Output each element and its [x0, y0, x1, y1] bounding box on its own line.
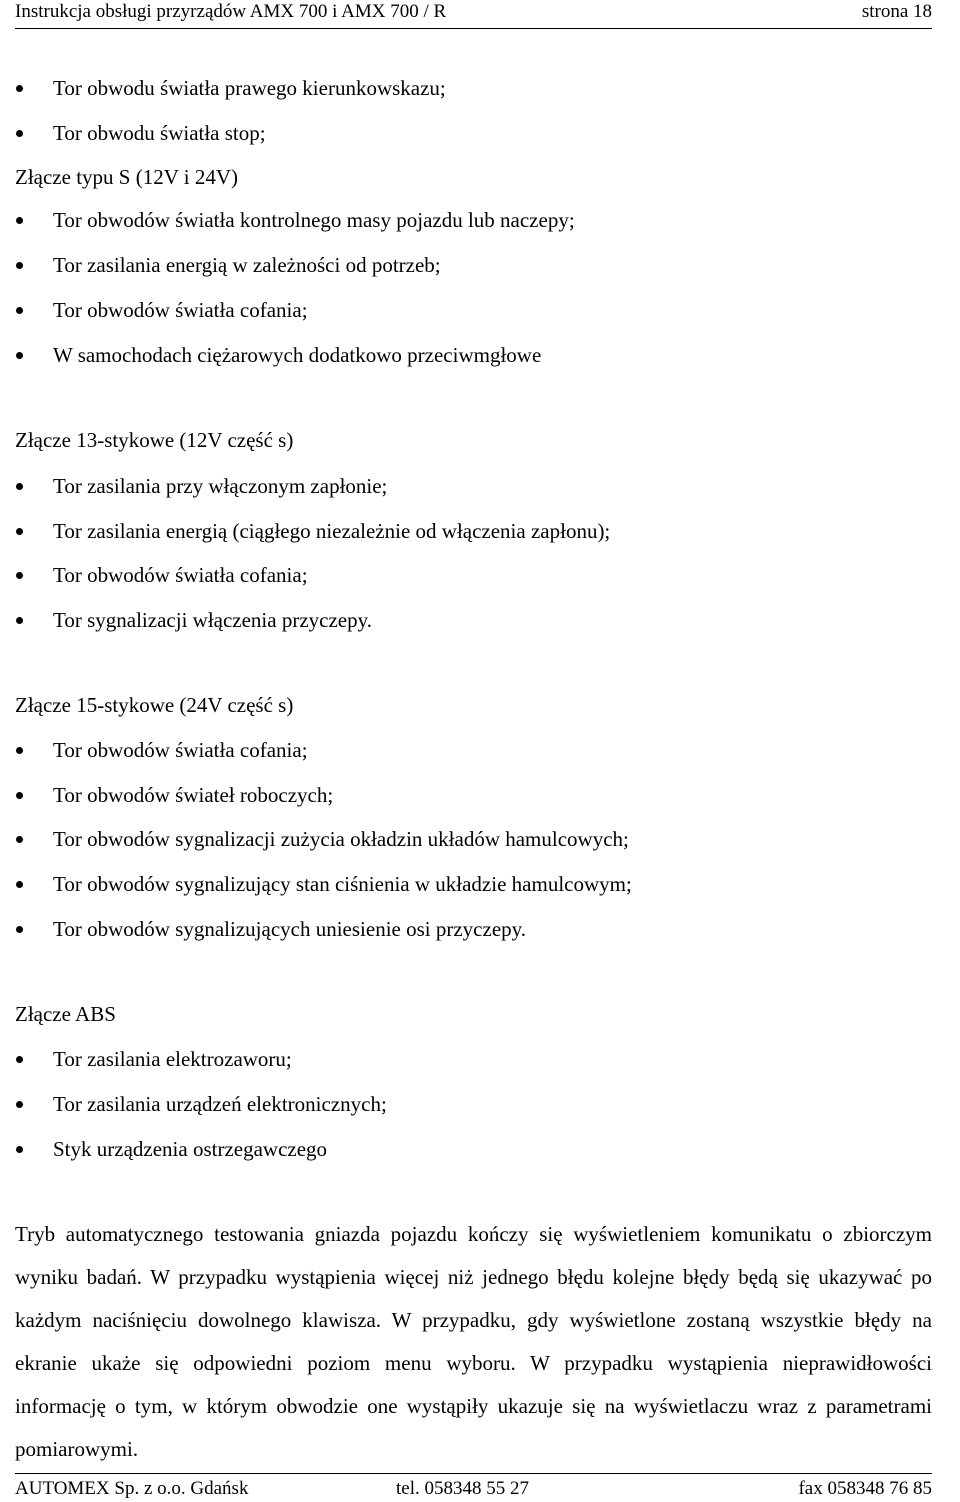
bullet-icon [16, 1056, 23, 1063]
document-title: Instrukcja obsługi przyrządów AMX 700 i AMX 700 / R [15, 1, 447, 22]
bullet-icon [16, 307, 23, 314]
bullet-icon [16, 836, 23, 843]
body-paragraph: Tryb automatycznego testowania gniazda pojazdu kończy się wyświetleniem komunikatu o zbiorczym wyniku badań. W przypadku wystąpienia więcej niż jednego błędu kolejne błędy będą się ukazywać po każdym naciśnięciu dowolnego klawisza. W przypadku, gdy wyświetlone zostaną wszystkie błędy na ekranie ukaże się odpowiedni poziom menu wyboru. W przypadku wystąpienia nieprawidłowości informację o tym, w którym obwodzie one wystąpiły ukazuje się na wyświetlaczu wraz z parametrami pomiarowymi. [15, 1222, 932, 1461]
bullet-icon [16, 352, 23, 359]
page-content: Tor obwodu światła prawego kierunkowskazu; Tor obwodu światła stop; Złącze typu S (12V i 24V) Tor obwodów światła kontrolnego masy pojazdu lub naczepy; Tor zasilania energią w zależności od potrzeb; Tor obwodów światła cofania; W samochodach ciężarowych dodatkowo przeciwmgłowe Złącze 13-stykowe (12V część s) Tor zasilania przy włączonym zapłonie; Tor zasilania energią (ciągłego niezależnie od włączenia zapłonu); Tor obwodów światła cofania; Tor sygnalizacji włączenia przyczepy. Złącze 15-stykowe (24V część s) Tor obwodów światła cofania; Tor obwodów świateł roboczych; Tor obwodów sygnalizacji zużycia okładzin układów hamulcowych; Tor obwodów sygnalizujący stan ciśnienia w układzie hamulcowym; Tor obwodów sygnalizujących uniesienie osi przyczepy. Złącze ABS Tor zasilania elektrozaworu; Tor zasilania urządzeń elektronicznych; Styk urządzenia ostrzegawczego Tryb automatycznego testowania gniazda pojazdu kończy się wyświetleniem komunikatu o zbiorczym wyniku badań. W przypadku wystąpienia więcej niż jednego błędu kolejne błędy będą się ukazywać po każdym naciśnięciu dowolnego klawisza. W przypadku, gdy wyświetlone zostaną wszystkie błędy na ekranie ukaże się odpowiedni poziom menu wyboru. W przypadku wystąpienia nieprawidłowości informację o tym, w którym obwodzie one wystąpiły ukazuje się na wyświetlaczu wraz z parametrami pomiarowymi. [0, 0, 960, 1502]
bullet-icon [16, 1101, 23, 1108]
footer-company: AUTOMEX Sp. z o.o. Gdańsk [15, 1478, 249, 1499]
bullet-icon [16, 528, 23, 535]
section-heading-abs: Złącze ABS [15, 1002, 116, 1026]
footer-fax: fax 058348 76 85 [798, 1478, 932, 1499]
section-heading-15: Złącze 15-stykowe (24V część s) [15, 693, 294, 717]
bullet-icon [16, 926, 23, 933]
bullet-icon [16, 483, 23, 490]
bullet-icon [16, 85, 23, 92]
bullet-icon [16, 617, 23, 624]
bullet-icon [16, 217, 23, 224]
page-number: strona 18 [861, 1, 932, 22]
section-heading-13: Złącze 13-stykowe (12V część s) [15, 428, 294, 452]
bullet-icon [16, 747, 23, 754]
page-footer [15, 1473, 932, 1500]
footer-phone: tel. 058348 55 27 [396, 1478, 529, 1499]
bullet-icon [16, 792, 23, 799]
bullet-icon [16, 1146, 23, 1153]
bullet-icon [16, 130, 23, 137]
bullet-icon [16, 572, 23, 579]
bullet-icon [16, 262, 23, 269]
section-heading-s: Złącze typu S (12V i 24V) [15, 165, 238, 189]
bullet-icon [16, 881, 23, 888]
